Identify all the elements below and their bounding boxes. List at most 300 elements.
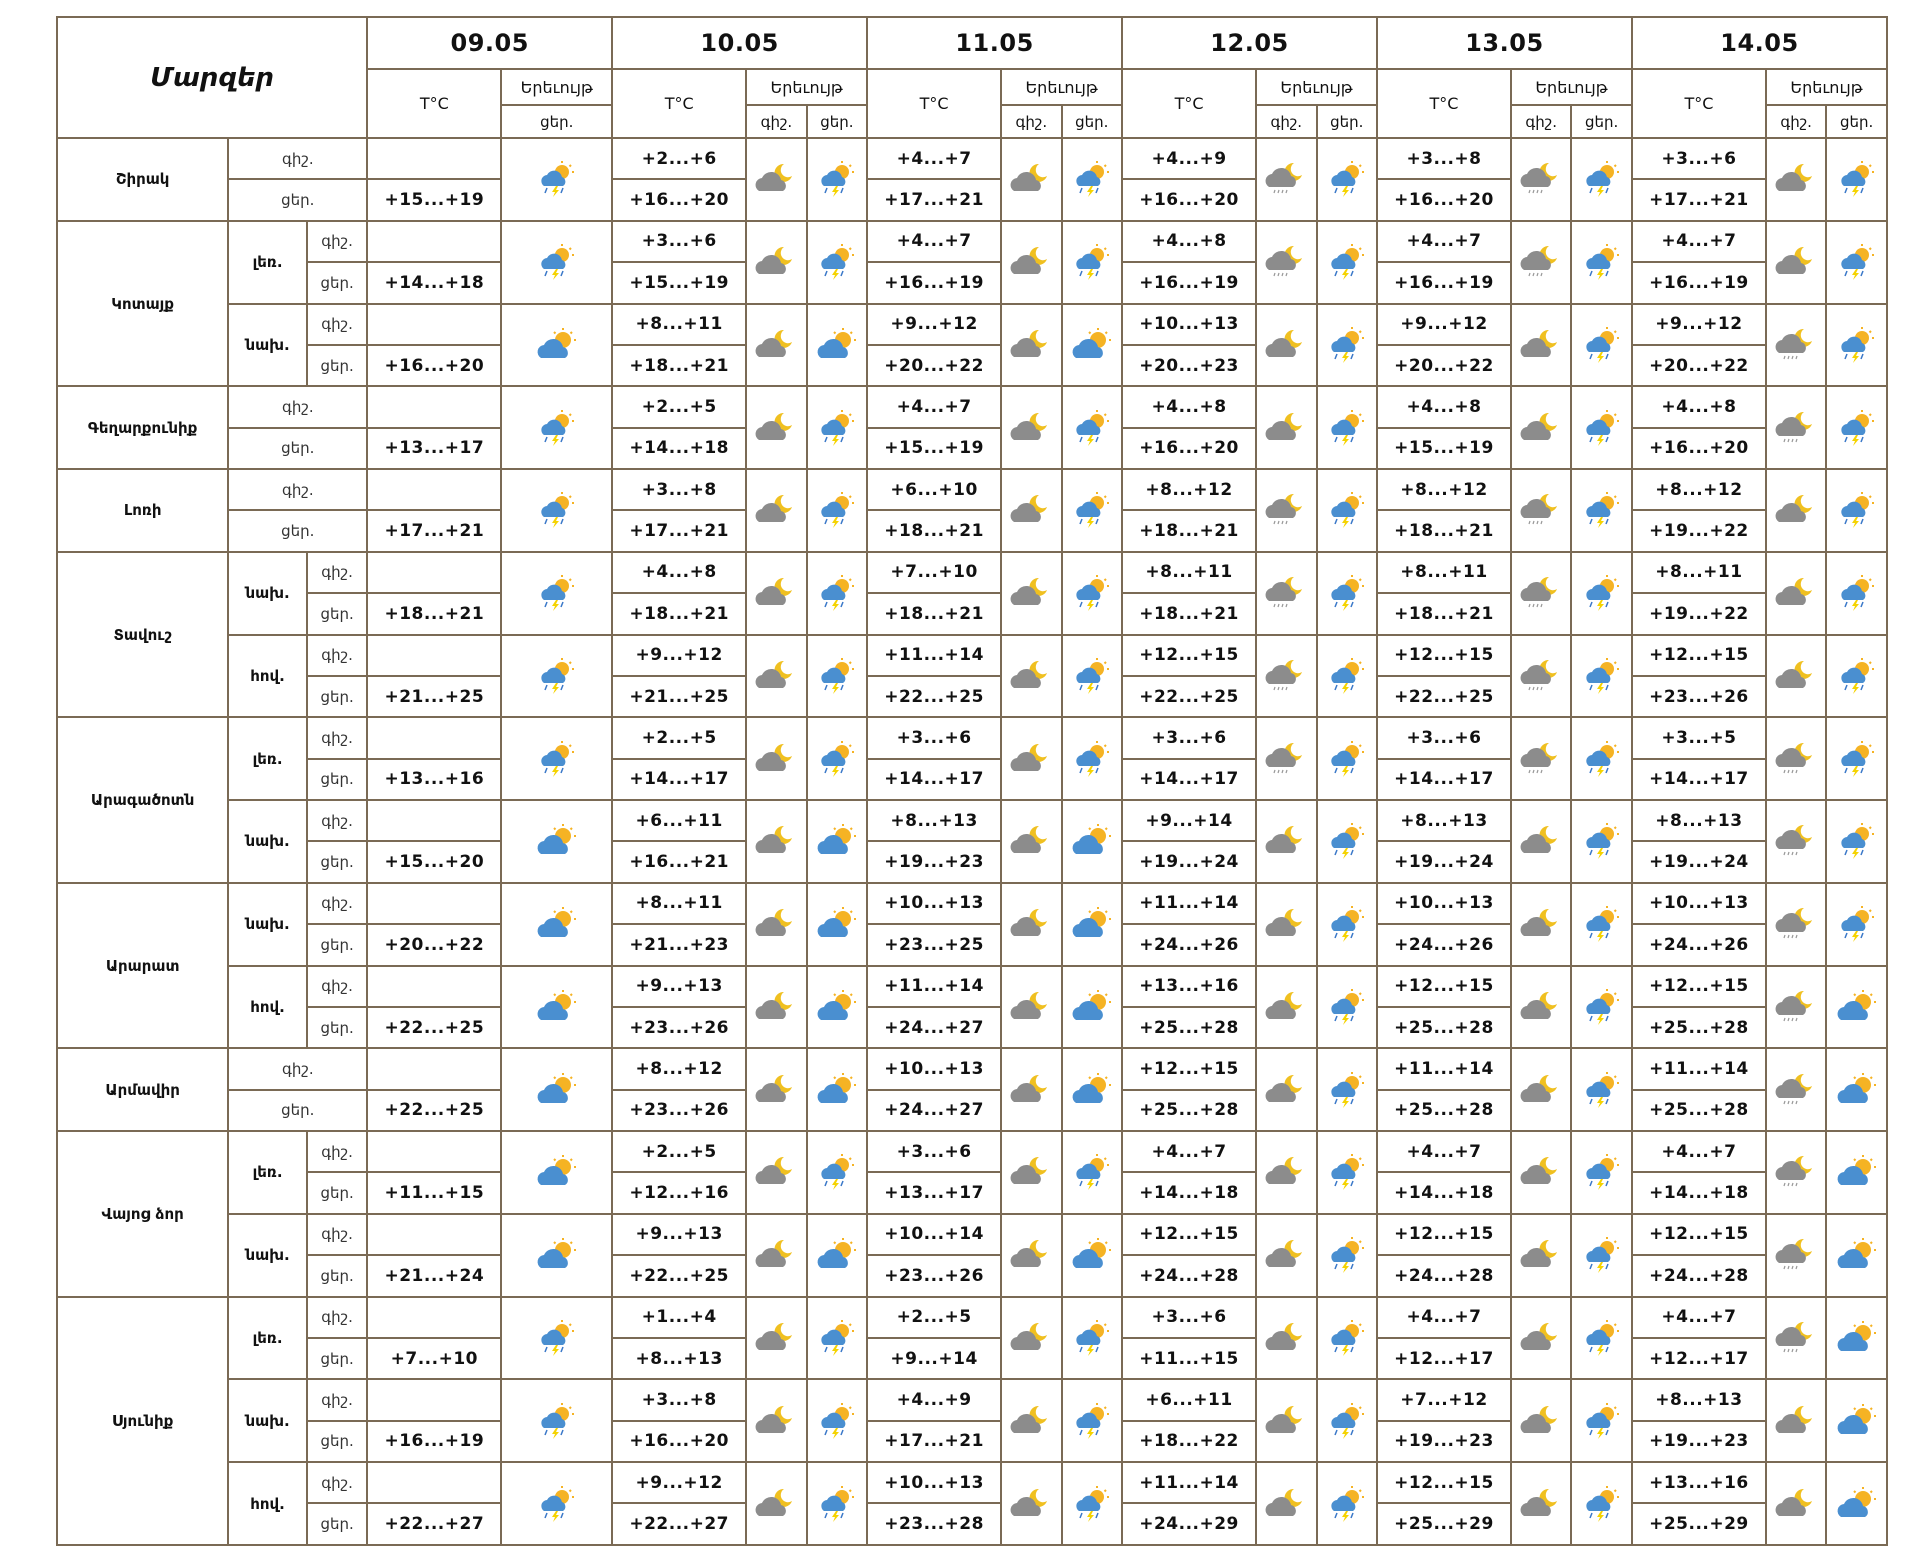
partly-cell [501,800,612,883]
storm-icon [1835,665,1879,684]
storm-icon [815,748,859,767]
table-row [57,800,1887,841]
partly-cell [1826,1379,1887,1462]
partly-icon [815,334,859,353]
storm-cell [1571,966,1631,1049]
storm-icon [1325,417,1369,436]
night-temperature: +2...+5 [612,717,746,758]
day-temperature: +15...+19 [867,428,1001,469]
storm-cell [807,1297,867,1380]
temperature-header: T°C [1632,69,1766,138]
night-rain-cell [1766,1131,1826,1214]
storm-cell [1826,304,1887,387]
storm-cell [1317,883,1377,966]
storm-cell [1062,469,1122,552]
day-temperature: +12...+17 [1632,1338,1766,1379]
night-cloud-icon [1774,500,1818,519]
night-cloud-cell [1511,883,1571,966]
storm-cell [1571,1379,1631,1462]
night-temperature: +4...+7 [1632,221,1766,262]
partly-cell [807,966,867,1049]
storm-cell [501,138,612,221]
night-temperature: +12...+15 [1122,635,1256,676]
day-temperature: +14...+17 [1122,759,1256,800]
day-label: ցեր. [307,676,367,717]
day-temperature: +11...+15 [367,1172,501,1213]
night-rain-cell [1256,717,1316,800]
night-cloud-cell [1256,1214,1316,1297]
night-header: գիշ. [746,105,806,138]
night-temperature: +6...+10 [867,469,1001,510]
night-cloud-cell [1001,1048,1061,1131]
day-temperature: +22...+25 [367,1090,501,1131]
partly-icon [1070,914,1114,933]
night-cloud-cell [1256,1131,1316,1214]
phenomenon-header: Երեւույթ [1001,69,1122,105]
night-temperature: +13...+16 [1122,966,1256,1007]
day-temperature: +25...+28 [1632,1007,1766,1048]
storm-icon [1070,500,1114,519]
night-cloud-cell [1001,1379,1061,1462]
night-temperature: +10...+14 [867,1214,1001,1255]
day-temperature: +13...+16 [367,759,501,800]
table-row [57,966,1887,1007]
day-temperature: +15...+19 [612,262,746,303]
day-header: ցեր. [1062,105,1122,138]
night-cloud-icon [1009,583,1053,602]
night-cloud-icon [1009,500,1053,519]
night-temperature: +8...+12 [1632,469,1766,510]
day-temperature: +23...+25 [867,924,1001,965]
night-label: գիշ. [307,1297,367,1338]
night-temperature [367,1379,501,1420]
day-temperature: +25...+28 [1632,1090,1766,1131]
day-label: ցեր. [307,1007,367,1048]
night-temperature: +2...+6 [612,138,746,179]
day-temperature: +22...+25 [1122,676,1256,717]
night-cloud-icon [754,334,798,353]
partly-icon [1070,831,1114,850]
night-temperature: +10...+13 [1122,304,1256,345]
night-rain-icon [1519,583,1563,602]
storm-icon [1835,583,1879,602]
day-temperature: +14...+18 [367,262,501,303]
day-temperature: +11...+15 [1122,1338,1256,1379]
night-temperature: +3...+6 [1122,717,1256,758]
night-cloud-icon [1009,1245,1053,1264]
storm-icon [1580,1079,1624,1098]
night-temperature: +4...+7 [1122,1131,1256,1172]
night-rain-icon [1774,1245,1818,1264]
night-temperature [367,1131,501,1172]
night-rain-icon [1519,252,1563,271]
day-temperature: +15...+19 [1377,428,1511,469]
night-temperature: +9...+12 [612,1462,746,1503]
day-temperature: +23...+26 [612,1007,746,1048]
storm-icon [1580,169,1624,188]
day-temperature: +16...+20 [1632,428,1766,469]
partly-cell [1062,304,1122,387]
day-temperature: +21...+23 [612,924,746,965]
night-cloud-icon [1519,1245,1563,1264]
storm-icon [1835,914,1879,933]
night-cloud-cell [746,469,806,552]
day-temperature: +24...+26 [1122,924,1256,965]
night-cloud-icon [754,1493,798,1512]
day-temperature: +19...+23 [1377,1421,1511,1462]
storm-icon [1835,831,1879,850]
storm-icon [1835,252,1879,271]
night-rain-cell [1766,717,1826,800]
night-label: գիշ. [307,717,367,758]
partly-icon [1835,996,1879,1015]
storm-icon [535,583,579,602]
storm-icon [535,665,579,684]
partly-cell [1826,1048,1887,1131]
night-header: գիշ. [1001,105,1061,138]
subregion-name: նախ. [228,304,307,387]
night-cloud-cell [746,1048,806,1131]
night-cloud-cell [1256,1462,1316,1545]
night-temperature: +4...+7 [1632,1131,1766,1172]
night-temperature: +11...+14 [1122,883,1256,924]
night-temperature: +4...+8 [1122,386,1256,427]
storm-icon [1580,252,1624,271]
night-temperature: +13...+16 [1632,1462,1766,1503]
night-temperature: +12...+15 [1377,1214,1511,1255]
night-cloud-cell [1766,552,1826,635]
storm-cell [1062,386,1122,469]
storm-icon [815,1410,859,1429]
day-temperature: +22...+25 [367,1007,501,1048]
partly-icon [1835,1493,1879,1512]
date-header: 10.05 [612,17,867,69]
night-temperature: +8...+13 [1632,1379,1766,1420]
night-temperature: +12...+15 [1632,1214,1766,1255]
night-cloud-icon [1774,169,1818,188]
night-temperature: +3...+6 [867,1131,1001,1172]
night-temperature [367,1297,501,1338]
storm-cell [501,1462,612,1545]
storm-icon [1070,1327,1114,1346]
storm-cell [1317,1462,1377,1545]
night-cloud-cell [746,717,806,800]
storm-cell [1826,800,1887,883]
day-temperature: +15...+19 [367,179,501,220]
table-row [57,1048,1887,1089]
night-rain-icon [1519,665,1563,684]
night-rain-icon [1774,1327,1818,1346]
night-rain-cell [1256,138,1316,221]
storm-cell [1062,1462,1122,1545]
day-label: ցեր. [307,924,367,965]
night-label: գիշ. [307,552,367,593]
night-cloud-cell [746,635,806,718]
date-header: 09.05 [367,17,612,69]
night-temperature: +10...+13 [1632,883,1766,924]
storm-cell [1317,1379,1377,1462]
night-rain-cell [1766,1048,1826,1131]
day-temperature: +25...+28 [1377,1007,1511,1048]
partly-icon [535,1079,579,1098]
night-temperature: +10...+13 [1377,883,1511,924]
day-temperature: +22...+27 [612,1503,746,1545]
partly-cell [807,883,867,966]
storm-cell [1571,138,1631,221]
partly-icon [1835,1079,1879,1098]
night-temperature [367,469,501,510]
storm-cell [1317,221,1377,304]
storm-icon [1835,500,1879,519]
subregion-name: նախ. [228,552,307,635]
phenomenon-header: Երեւույթ [1256,69,1377,105]
storm-icon [1325,583,1369,602]
partly-icon [815,914,859,933]
night-temperature [367,138,501,179]
night-rain-icon [1264,500,1308,519]
storm-cell [1826,635,1887,718]
night-rain-cell [1766,386,1826,469]
day-temperature: +23...+26 [612,1090,746,1131]
night-rain-icon [1774,334,1818,353]
storm-cell [807,1131,867,1214]
storm-cell [1062,1297,1122,1380]
night-temperature: +11...+14 [1377,1048,1511,1089]
night-temperature: +12...+15 [1632,966,1766,1007]
night-cloud-cell [746,1462,806,1545]
night-temperature: +12...+15 [1122,1214,1256,1255]
partly-cell [501,1214,612,1297]
storm-icon [1580,1493,1624,1512]
night-cloud-cell [1256,800,1316,883]
partly-cell [1826,1214,1887,1297]
storm-icon [1325,914,1369,933]
storm-icon [1070,169,1114,188]
day-temperature: +16...+19 [1377,262,1511,303]
day-temperature: +24...+27 [867,1090,1001,1131]
storm-cell [1062,138,1122,221]
night-cloud-cell [1511,386,1571,469]
storm-icon [1835,169,1879,188]
night-temperature: +4...+8 [612,552,746,593]
night-cloud-cell [1511,304,1571,387]
storm-icon [1580,583,1624,602]
night-cloud-icon [1009,417,1053,436]
night-cloud-cell [1511,1131,1571,1214]
night-cloud-cell [1001,1462,1061,1545]
night-rain-icon [1774,1079,1818,1098]
storm-cell [1317,1214,1377,1297]
day-temperature: +24...+26 [1632,924,1766,965]
night-cloud-icon [1009,914,1053,933]
night-rain-cell [1766,966,1826,1049]
night-cloud-icon [1519,1327,1563,1346]
night-cloud-icon [1519,996,1563,1015]
storm-icon [1325,1410,1369,1429]
night-temperature: +4...+8 [1122,221,1256,262]
day-temperature: +14...+18 [1122,1172,1256,1213]
night-rain-icon [1774,996,1818,1015]
night-rain-cell [1511,552,1571,635]
storm-cell [1062,717,1122,800]
partly-cell [1062,800,1122,883]
night-temperature [367,966,501,1007]
night-cloud-cell [1001,1214,1061,1297]
temperature-header: T°C [367,69,501,138]
table-row [57,386,1887,427]
partly-cell [807,1048,867,1131]
storm-icon [1580,996,1624,1015]
storm-icon [815,169,859,188]
date-header: 13.05 [1377,17,1632,69]
subregion-name: լեռ. [228,1131,307,1214]
night-temperature: +4...+7 [1632,1297,1766,1338]
night-temperature: +8...+12 [1122,469,1256,510]
night-cloud-icon [754,417,798,436]
day-temperature: +25...+29 [1377,1503,1511,1545]
storm-icon [1835,417,1879,436]
partly-icon [535,334,579,353]
storm-cell [1571,1214,1631,1297]
night-cloud-icon [1264,1245,1308,1264]
night-temperature: +9...+12 [1377,304,1511,345]
night-rain-cell [1766,800,1826,883]
table-row [57,1131,1887,1172]
night-cloud-icon [1774,1493,1818,1512]
night-cloud-icon [1264,1410,1308,1429]
night-rain-cell [1511,717,1571,800]
storm-icon [1580,665,1624,684]
night-rain-cell [1256,221,1316,304]
night-temperature: +8...+11 [612,883,746,924]
day-temperature: +16...+19 [1632,262,1766,303]
partly-icon [535,1162,579,1181]
night-rain-icon [1264,665,1308,684]
night-cloud-icon [754,1327,798,1346]
night-cloud-icon [1009,996,1053,1015]
temperature-header: T°C [867,69,1001,138]
storm-cell [1571,1462,1631,1545]
night-rain-cell [1511,635,1571,718]
date-header: 11.05 [867,17,1122,69]
night-rain-cell [1766,1214,1826,1297]
night-temperature: +11...+14 [1632,1048,1766,1089]
temperature-header: T°C [612,69,746,138]
storm-icon [535,1493,579,1512]
region-name: Վայոց ձոր [57,1131,228,1297]
day-label: ցեր. [228,510,367,551]
storm-icon [1325,1245,1369,1264]
night-temperature: +12...+15 [1377,635,1511,676]
night-temperature: +11...+14 [867,635,1001,676]
storm-cell [1317,800,1377,883]
partly-icon [535,996,579,1015]
night-temperature: +10...+13 [867,1462,1001,1503]
night-temperature: +8...+12 [1377,469,1511,510]
night-temperature: +4...+8 [1632,386,1766,427]
storm-cell [1826,469,1887,552]
storm-icon [535,1327,579,1346]
night-label: գիշ. [307,635,367,676]
night-cloud-cell [746,1379,806,1462]
night-temperature: +3...+6 [1377,717,1511,758]
night-temperature [367,717,501,758]
night-cloud-icon [1264,996,1308,1015]
storm-cell [1317,304,1377,387]
night-temperature: +4...+7 [1377,221,1511,262]
night-cloud-cell [1511,800,1571,883]
day-temperature: +21...+24 [367,1255,501,1296]
storm-icon [815,665,859,684]
night-cloud-cell [1511,966,1571,1049]
table-row [57,221,1887,262]
night-temperature: +7...+10 [867,552,1001,593]
partly-cell [1826,1131,1887,1214]
day-temperature: +18...+21 [1377,593,1511,634]
subregion-name: հով. [228,1462,307,1545]
night-cloud-cell [1256,1379,1316,1462]
night-temperature: +3...+6 [867,717,1001,758]
day-temperature: +17...+21 [867,179,1001,220]
day-temperature: +16...+19 [367,1421,501,1462]
night-temperature: +3...+8 [612,1379,746,1420]
night-cloud-cell [1256,883,1316,966]
day-label: ցեր. [307,1421,367,1462]
day-temperature: +22...+25 [867,676,1001,717]
storm-icon [535,748,579,767]
storm-cell [807,386,867,469]
day-temperature: +18...+21 [367,593,501,634]
storm-cell [1317,1048,1377,1131]
night-cloud-icon [754,748,798,767]
night-temperature: +9...+14 [1122,800,1256,841]
day-temperature: +14...+18 [612,428,746,469]
partly-icon [815,996,859,1015]
night-cloud-icon [754,1410,798,1429]
night-cloud-icon [1009,334,1053,353]
temperature-header: T°C [1122,69,1256,138]
partly-cell [501,966,612,1049]
storm-icon [1835,334,1879,353]
night-label: գիշ. [307,1462,367,1503]
day-temperature: +20...+22 [1377,345,1511,386]
night-cloud-icon [1009,1493,1053,1512]
table-row [57,883,1887,924]
storm-cell [807,552,867,635]
partly-cell [501,304,612,387]
night-label: գիշ. [228,469,367,510]
storm-icon [815,252,859,271]
night-temperature: +12...+15 [1632,635,1766,676]
region-name: Արագածոտն [57,717,228,883]
night-cloud-cell [746,883,806,966]
night-temperature: +9...+12 [612,635,746,676]
partly-icon [535,914,579,933]
day-temperature: +12...+16 [612,1172,746,1213]
night-cloud-icon [1519,417,1563,436]
night-temperature: +3...+6 [1632,138,1766,179]
night-rain-cell [1766,1297,1826,1380]
night-temperature: +9...+12 [867,304,1001,345]
night-temperature: +9...+12 [1632,304,1766,345]
night-cloud-cell [1256,1297,1316,1380]
night-header: գիշ. [1766,105,1826,138]
subregion-name: նախ. [228,800,307,883]
night-cloud-cell [1001,800,1061,883]
partly-cell [1062,966,1122,1049]
night-cloud-icon [754,1079,798,1098]
storm-icon [1580,417,1624,436]
